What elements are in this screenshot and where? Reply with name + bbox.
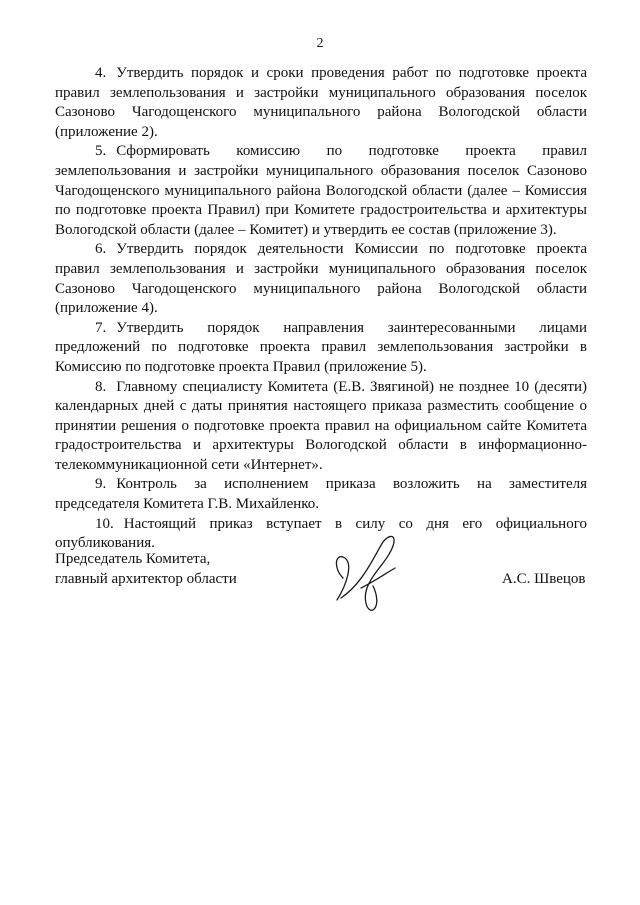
paragraph-text: Сформировать комиссию по подготовке проекта правил землепользования и застройки муниципального образования поселок Сазоново Чагодощенского муниципального района Вологодской области (далее – Комиссия по подготовке проекта Правил) при Комитете градостроительства и архитектуры Вологодской области (далее – Комитет) и утвердить ее состав (приложение 3). [55, 143, 587, 238]
paragraph-4 [55, 64, 587, 142]
paragraph-text: Утвердить порядок деятельности Комиссии по подготовке проекта правил землепользования и застройки муниципального образования поселок Сазоново Чагодощенского муниципального района Вологодской области (приложение 4). [55, 241, 587, 317]
paragraph-text: Контроль за исполнением приказа возложить на заместителя председателя Комитета Г.В. Михайленко. [55, 476, 587, 513]
paragraph-number: 8. [95, 378, 107, 395]
signer-title-line-1: Председатель Комитета, [55, 551, 211, 567]
paragraph-text: Утвердить порядок направления заинтересованными лицами предложений по подготовке проекта правил землепользования застройки в Комиссию по подготовке проекта Правил (приложение 5). [55, 319, 587, 375]
paragraph-number: 7. [95, 319, 107, 336]
paragraph-10 [55, 515, 587, 554]
paragraph-8 [55, 378, 587, 476]
paragraph-5 [55, 142, 587, 240]
paragraph-9 [55, 475, 587, 514]
signer-title [55, 550, 237, 589]
signer-name: А.С. Швецов [502, 570, 586, 587]
order-body [55, 64, 587, 554]
paragraph-text: Утвердить порядок и сроки проведения работ по подготовке проекта правил землепользования и застройки муниципального образования поселок Сазоново Чагодощенского муниципального района Вологодской области (приложение 2). [55, 65, 587, 140]
signature-block [55, 550, 587, 630]
paragraph-7 [55, 319, 587, 378]
paragraph-number: 9. [95, 476, 107, 493]
paragraph-text: Главному специалисту Комитета (Е.В. Звягиной) не позднее 10 (десяти) календарных дней с даты принятия настоящего приказа разместить сообщение о принятии решения о подготовке проекта правил на официальном сайте Комитета градостроительства и архитектуры Вологодской области в информационно-телекоммуникационной сети «Интернет». [55, 378, 587, 473]
paragraph-number: 5. [95, 143, 107, 160]
paragraph-number: 6. [95, 241, 107, 258]
page-number: 2 [316, 36, 324, 51]
paragraph-6 [55, 240, 587, 318]
signer-title-line-2: главный архитектор области [55, 570, 237, 587]
paragraph-number: 4. [95, 65, 107, 81]
handwritten-signature [323, 528, 413, 618]
paragraph-number: 10. [95, 515, 114, 532]
paragraph-text: Настоящий приказ вступает в силу со дня его официального опубликования. [55, 515, 587, 552]
